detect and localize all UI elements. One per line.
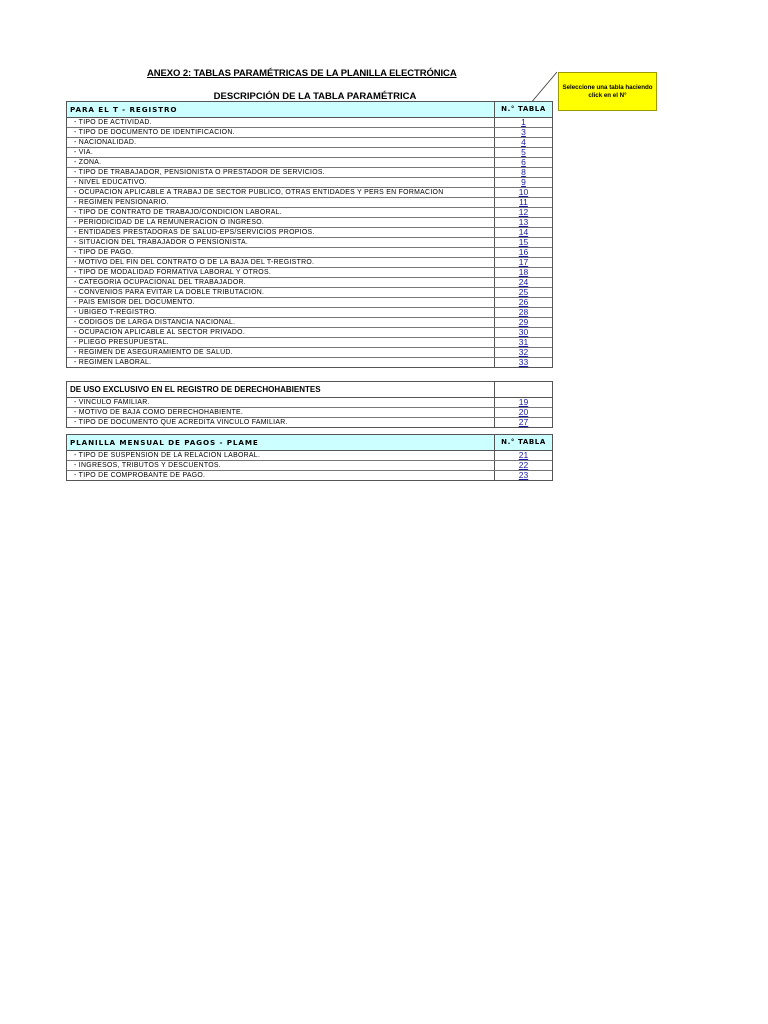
table-number-link[interactable]: 33 bbox=[494, 358, 552, 367]
row-label: - REGIMEN DE ASEGURAMIENTO DE SALUD. bbox=[74, 349, 233, 356]
derechohabientes-header-num bbox=[494, 382, 552, 397]
table-row bbox=[67, 168, 552, 178]
table-number-link[interactable]: 29 bbox=[494, 318, 552, 327]
table-description-heading: DESCRIPCIÓN DE LA TABLA PARAMÉTRICA bbox=[213, 91, 417, 102]
table-row bbox=[67, 318, 552, 328]
table-row bbox=[67, 358, 552, 367]
table-row bbox=[67, 471, 552, 480]
row-label: - TIPO DE DOCUMENTO DE IDENTIFICACION. bbox=[74, 129, 235, 136]
table-number-link[interactable]: 30 bbox=[494, 328, 552, 337]
table-number-link[interactable]: 9 bbox=[494, 178, 552, 187]
table-row bbox=[67, 348, 552, 358]
table-number-link[interactable]: 20 bbox=[494, 408, 552, 417]
table-row bbox=[67, 188, 552, 198]
table-row bbox=[67, 278, 552, 288]
table-row bbox=[67, 208, 552, 218]
table-number-link[interactable]: 17 bbox=[494, 258, 552, 267]
page-title: ANEXO 2: TABLAS PARAMÉTRICAS DE LA PLANILLA ELECTRÓNICA bbox=[147, 68, 457, 79]
callout-note bbox=[558, 72, 657, 111]
table-row bbox=[67, 198, 552, 208]
derechohabientes-table bbox=[66, 381, 553, 428]
row-label: - PERIODICIDAD DE LA REMUNERACION O INGRESO. bbox=[74, 219, 265, 226]
row-label: - UBIGEO T-REGISTRO. bbox=[74, 309, 157, 316]
table-number-link[interactable]: 8 bbox=[494, 168, 552, 177]
plame-header-label: PLANILLA MENSUAL DE PAGOS - PLAME bbox=[70, 438, 259, 447]
table-row bbox=[67, 308, 552, 318]
table-number-link[interactable]: 24 bbox=[494, 278, 552, 287]
derechohabientes-header bbox=[67, 382, 552, 398]
table-number-link[interactable]: 31 bbox=[494, 338, 552, 347]
row-label: - PLIEGO PRESUPUESTAL. bbox=[74, 339, 169, 346]
row-label: - MOTIVO DE BAJA COMO DERECHOHABIENTE. bbox=[74, 409, 244, 416]
row-label: - MOTIVO DEL FIN DEL CONTRATO O DE LA BAJA DEL T-REGISTRO. bbox=[74, 259, 315, 266]
row-label: - TIPO DE DOCUMENTO QUE ACREDITA VINCULO FAMILIAR. bbox=[74, 419, 288, 426]
table-row bbox=[67, 118, 552, 128]
table-row bbox=[67, 238, 552, 248]
row-label: - NIVEL EDUCATIVO. bbox=[74, 179, 147, 186]
row-label: - CONVENIOS PARA EVITAR LA DOBLE TRIBUTACION. bbox=[74, 289, 265, 296]
table-row bbox=[67, 128, 552, 138]
row-label: - CATEGORIA OCUPACIONAL DEL TRABAJADOR. bbox=[74, 279, 246, 286]
plame-header bbox=[67, 435, 552, 451]
table-row bbox=[67, 461, 552, 471]
row-label: - TIPO DE PAGO. bbox=[74, 249, 134, 256]
plame-table bbox=[66, 434, 553, 481]
row-label: - TIPO DE MODALIDAD FORMATIVA LABORAL Y OTROS. bbox=[74, 269, 272, 276]
table-number-link[interactable]: 16 bbox=[494, 248, 552, 257]
table-row bbox=[67, 408, 552, 418]
table-number-link[interactable]: 12 bbox=[494, 208, 552, 217]
table-number-link[interactable]: 18 bbox=[494, 268, 552, 277]
table-row bbox=[67, 268, 552, 278]
row-label: - TIPO DE COMPROBANTE DE PAGO. bbox=[74, 472, 206, 479]
table-number-link[interactable]: 1 bbox=[494, 118, 552, 127]
derechohabientes-header-label: DE USO EXCLUSIVO EN EL REGISTRO DE DERECHOHABIENTES bbox=[70, 385, 321, 394]
table-number-link[interactable]: 25 bbox=[494, 288, 552, 297]
table-number-link[interactable]: 26 bbox=[494, 298, 552, 307]
table-number-link[interactable]: 3 bbox=[494, 128, 552, 137]
row-label: - NACIONALIDAD. bbox=[74, 139, 137, 146]
row-label: - ZONA. bbox=[74, 159, 102, 166]
row-label: - REGIMEN PENSIONARIO. bbox=[74, 199, 169, 206]
table-row bbox=[67, 418, 552, 427]
table-number-link[interactable]: 13 bbox=[494, 218, 552, 227]
table-row bbox=[67, 328, 552, 338]
t-registro-header-num: N.° TABLA bbox=[494, 102, 552, 117]
table-row bbox=[67, 338, 552, 348]
table-row bbox=[67, 258, 552, 268]
table-number-link[interactable]: 32 bbox=[494, 348, 552, 357]
table-number-link[interactable]: 21 bbox=[494, 451, 552, 460]
t-registro-table bbox=[66, 101, 553, 368]
derechohabientes-rows bbox=[67, 398, 552, 427]
plame-rows bbox=[67, 451, 552, 480]
row-label: - REGIMEN LABORAL. bbox=[74, 359, 152, 366]
table-row bbox=[67, 218, 552, 228]
row-label: - VINCULO FAMILIAR. bbox=[74, 399, 150, 406]
t-registro-rows bbox=[67, 118, 552, 367]
table-number-link[interactable]: 27 bbox=[494, 418, 552, 427]
table-row bbox=[67, 298, 552, 308]
row-label: - TIPO DE CONTRATO DE TRABAJO/CONDICION LABORAL. bbox=[74, 209, 283, 216]
table-number-link[interactable]: 11 bbox=[494, 198, 552, 207]
table-number-link[interactable]: 6 bbox=[494, 158, 552, 167]
callout-text: Seleccione una tabla haciendo click en el N° bbox=[562, 83, 653, 99]
table-row bbox=[67, 248, 552, 258]
table-number-link[interactable]: 22 bbox=[494, 461, 552, 470]
t-registro-header bbox=[67, 102, 552, 118]
table-number-link[interactable]: 5 bbox=[494, 148, 552, 157]
table-row bbox=[67, 148, 552, 158]
table-number-link[interactable]: 14 bbox=[494, 228, 552, 237]
row-label: - CODIGOS DE LARGA DISTANCIA NACIONAL. bbox=[74, 319, 236, 326]
row-label: - VIA. bbox=[74, 149, 94, 156]
row-label: - PAIS EMISOR DEL DOCUMENTO. bbox=[74, 299, 195, 306]
table-number-link[interactable]: 19 bbox=[494, 398, 552, 407]
table-row bbox=[67, 228, 552, 238]
table-row bbox=[67, 288, 552, 298]
row-label: - OCUPACION APLICABLE AL SECTOR PRIVADO. bbox=[74, 329, 246, 336]
row-label: - OCUPACION APLICABLE A TRABAJ DE SECTOR PUBLICO, OTRAS ENTIDADES Y PERS EN FORMACION bbox=[74, 189, 444, 196]
row-label: - ENTIDADES PRESTADORAS DE SALUD-EPS/SERVICIOS PROPIOS. bbox=[74, 229, 315, 236]
table-row bbox=[67, 158, 552, 168]
table-row bbox=[67, 451, 552, 461]
table-number-link[interactable]: 10 bbox=[494, 188, 552, 197]
table-number-link[interactable]: 28 bbox=[494, 308, 552, 317]
table-number-link[interactable]: 4 bbox=[494, 138, 552, 147]
table-number-link[interactable]: 23 bbox=[494, 471, 552, 480]
row-label: - INGRESOS, TRIBUTOS Y DESCUENTOS. bbox=[74, 462, 222, 469]
row-label: - TIPO DE TRABAJADOR, PENSIONISTA O PRESTADOR DE SERVICIOS. bbox=[74, 169, 326, 176]
t-registro-header-label: PARA EL T - REGISTRO bbox=[70, 105, 178, 114]
row-label: - TIPO DE SUSPENSION DE LA RELACION LABORAL. bbox=[74, 452, 261, 459]
table-number-link[interactable]: 15 bbox=[494, 238, 552, 247]
table-row bbox=[67, 178, 552, 188]
table-row bbox=[67, 398, 552, 408]
plame-header-num: N.° TABLA bbox=[494, 435, 552, 450]
row-label: - SITUACION DEL TRABAJADOR O PENSIONISTA. bbox=[74, 239, 249, 246]
table-row bbox=[67, 138, 552, 148]
row-label: - TIPO DE ACTIVIDAD. bbox=[74, 119, 152, 126]
